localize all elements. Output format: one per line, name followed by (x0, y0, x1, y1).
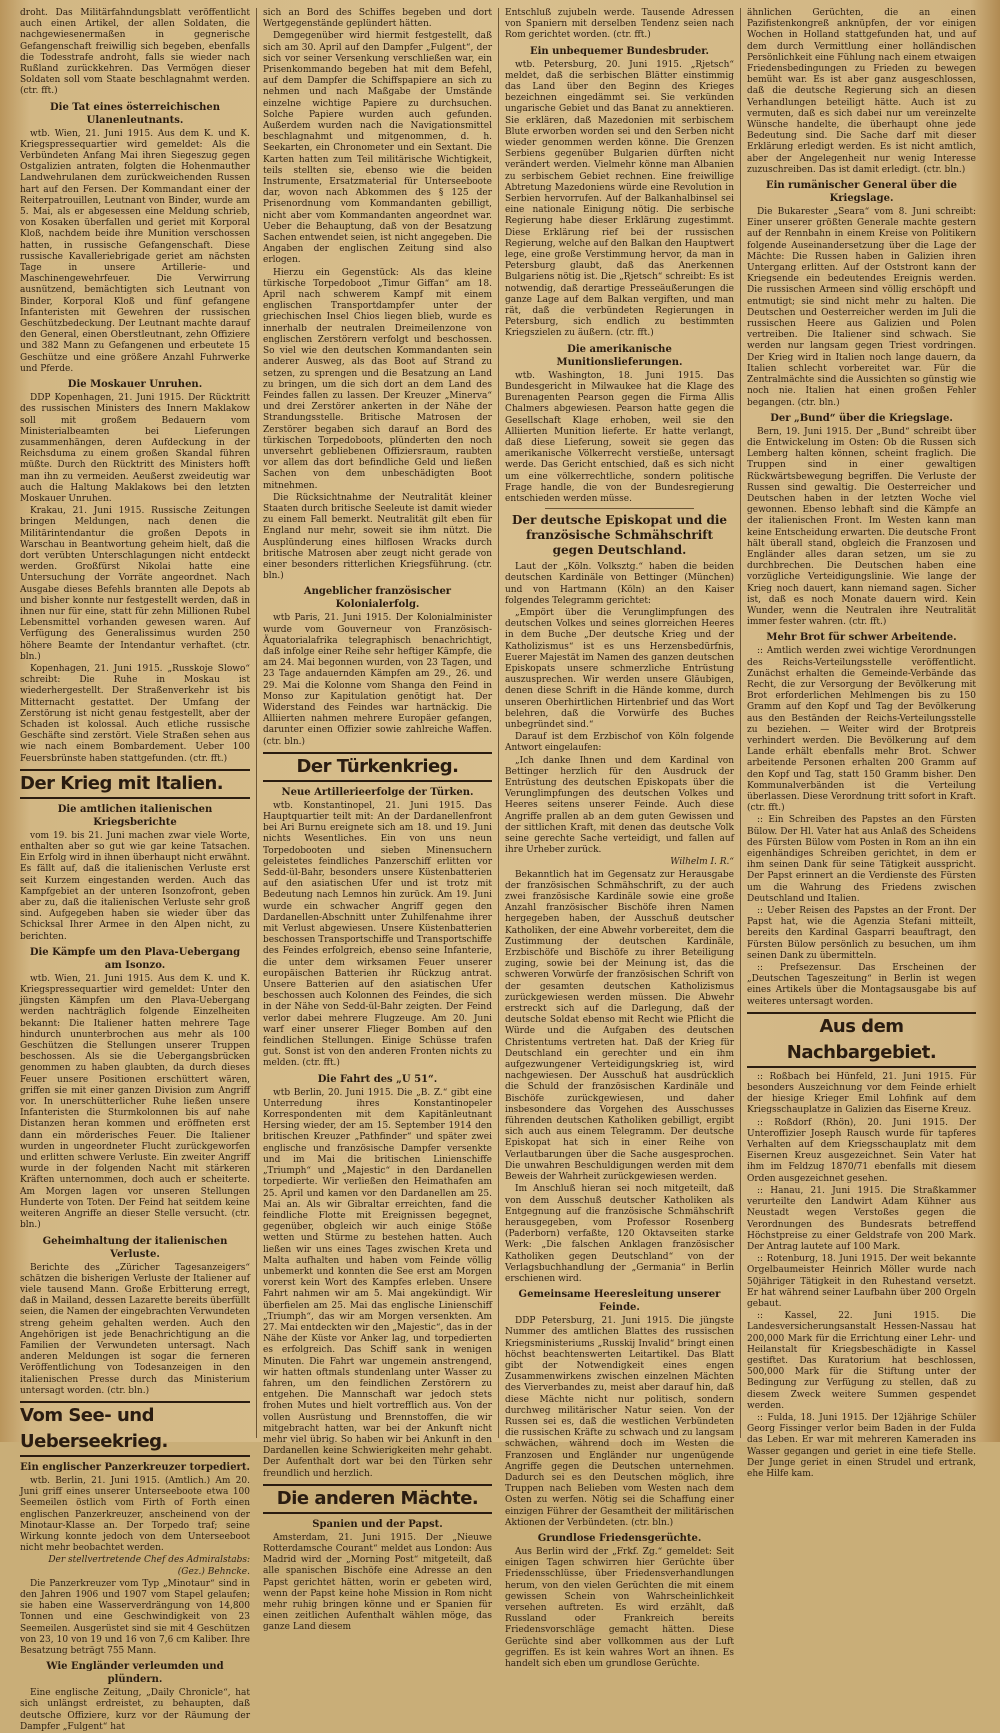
article-heading: Geheimhaltung der italienischen Verluste. (42, 1235, 228, 1260)
section-heading: Die anderen Mächte. (263, 1484, 492, 1514)
article-text: Demgegenüber wird hiermit festgestellt, daß sich am 30. April auf den Dampfer „Fulgent“, der sich vor seiner Versenkung verschließen war, ein Prisenkommando begeben hat mit dem Befehl, auf dem Dampfer die Schiffspapiere an sich zu nehmen und nach Maßgabe der Umstände einzelne wichtige Papiere zu durchsuchen. Solche Papiere wurden auch gefunden. Außerdem wurden nach die Navigationsmittel beschlagnahmt und mitgenommen, d. h. Seekarten, ein Chronometer und ein Sextant. Die Karten hatten zum Teil militärische Wichtigkeit, teils stellten sie, ebenso wie die beiden Instrumente, Ersatzmaterial für Unterseeboote dar, wovon nach Abkommen des § 125 der Prisenordnung vom Kommandanten gebilligt, nicht aber vom Kommandanten angeordnet war. Ueber die Behauptung, daß von der Besatzung Sachen entwendet seien, ist nicht angegeben. Die Angaben der englischen Zeitung sind also erlogen. (263, 31, 492, 266)
section-heading: Vom See- und Ueberseekrieg. (20, 1401, 250, 1457)
article-text: :: Fulda, 18. Juni 1915. Der 12jährige Schüler Georg Fissinger verlor beim Baden in der Fulda das Leben. Er war mit mehreren Kameraden ins Wasser gegangen und geriet in eine tiefe Stelle. Der Junge geriet in einen Strudel und ertrank, ehe Hilfe kam. (747, 1412, 976, 1479)
article-text: Eine englische Zeitung, „Daily Chronicle“, hat sich unlängst erdreistet, zu behaupten, daß deutsche Offiziere, kurz vor der Räumung der Dampfer „Fulgent“ hat (20, 1688, 250, 1732)
article-text: wtb. Konstantinopel, 21. Juni 1915. Das Hauptquartier teilt mit: An der Dardanellenfront bei Ari Burnu ereignete sich am 18. und 19. Juni nichts Wesentliches. Ein von uns neun Torpedobooten und sieben Minensuchern geleistetes feindliches Panzerschiff erlitten vor Sedd-ül-Bahr, besonders unsere Küstenbatterien auf den asiatischen Ufer und ist trotz mit Bedeutung nach Lemnos hin zurück. Am 19. Juni wurde ein schwacher Angriff gegen den Dardanellen-Abschnitt unter Zuhilfenahme ihrer mit Verlust abgewiesen. Unsere Küstenbatterien beschossen Transportschiffe und Transportschiffe des Feindes erfolgreich, ebenso seine Infanterie, die unter dem wirksamen Feuer unserer europäischen Batterien ihr Rückzug antrat. Unsere Batterien auf den asiatischen Ufer beschossen auch Kolonnen des Feindes, die sich in der Nähe von Sedd-ül-Bahr zeigten. Der Feind verlor dabei mehrere Flugzeuge. Am 20. Juni warf einer unserer Flieger Bomben auf den feindlichen Stellungen. Einige Schüsse trafen gut. Sonst ist von den anderen Fronten nichts zu melden. (ctr. fft.) (263, 800, 492, 1069)
article-text: Berichte des „Züricher Tagesanzeigers“ schätzen die bisherigen Verluste der Italiener auf viele tausend Mann. Große Erbitterung erregt, daß in Mailand, dessen Lazarette bereits überfüllt seien, die Namen der eingebrachten Verwundeten streng geheim gehalten werden. Auch den Angehörigen ist jede Benachrichtigung an die Familien der Verwundeten untersagt. Nach anderen Meldungen ist sogar die ferneren Veröffentlichung von Todesanzeigen in den italienischen Presse durch das Ministerium untersagt worden. (ctr. bln.) (20, 1262, 250, 1396)
article-text: :: Prefsezensur. Das Erscheinen der „Deutschen Tageszeitung“ in Berlin ist wegen eines Artikels über die Montagsausgabe bis auf weiteres untersagt worden. (747, 963, 976, 1007)
article-text: :: Roßdorf (Rhön), 20. Juni 1915. Der Unteroffizier Joseph Rausch wurde für tapferes Verhalten auf dem Kriegsschauplatz mit dem Eisernen Kreuz ausgezeichnet. Sein Vater hat ihm im Feldzug 1870/71 ebenfalls mit diesem Orden ausgezeichnet gesehen. (747, 1117, 976, 1184)
article-heading: Ein englischer Panzerkreuzer torpediert. (20, 1461, 250, 1473)
article-text: sich an Bord des Schiffes begeben und dort Wertgegenstände geplündert hätten. (263, 8, 492, 30)
article-heading: Die Moskauer Unruhen. (67, 379, 203, 391)
article-text: :: Amtlich werden zwei wichtige Verordnungen des Reichs-Verteilungsstelle veröffentlicht. Zunächst erhalten die Gemeinde-Verbände das Recht, die zur Versorgung der Bevölkerung mit Brot erforderlichen Mehlmengen bis zu 150 Gramm auf den Kopf und Tag der Bevölkerung aus den Beständen der Reichs-Verteilungsstelle zu beziehen. — Weiter wird der Brotpreis verhindert werden. Die Bevölkerung auf dem Lande erhält ebenfalls mehr Brot. Schwer arbeitende Personen erhalten 200 Gramm auf den Kopf und Tag, statt 150 Gramm bisher. Den Kommunalverbänden ist die Verteilung überlassen. Diese Verordnung tritt sofort in Kraft. (ctr. fft.) (747, 646, 976, 814)
article-text: Hierzu ein Gegenstück: Als das kleine türkische Torpedoboot „Timur Giffan“ am 18. April nach schwerem Kampf mit einem englischen Transportdampfer unter der griechischen Insel Chios liegen blieb, wurde es innerhalb der neutralen Dreimeilenzone von englischen Zerstörern verfolgt und beschossen. So viel wie den deutschen Kommandanten sein anderer Ausweg, als das Boot auf Strand zu setzen, zu sprengen und die Besatzung an Land zu bringen, um die sich dort an dem Land des Feindes fallen zu lassen. Der Kreuzer „Minerva“ und drei Zerstörer ankerten in der Nähe der Strandungsstelle. Britische Matrosen der Zerstörer begaben sich darauf an Bord des türkischen Torpedoboots, plünderten den noch unversehrt gebliebenen Offiziersraum, raubten vor allem das dort befindliche Geld und ließen Sachen von dem unbeschädigten Boot mitnehmen. (263, 267, 492, 491)
section-heading: Der Türkenkrieg. (263, 752, 492, 782)
article-signature: Der stellvertretende Chef des Admiralstabs: (Gez.) Behncke. (48, 1555, 250, 1577)
article-heading: Die amerikanische Munitionslieferungen. (556, 343, 683, 368)
article-text: wtb. Berlin, 21. Juni 1915. (Amtlich.) Am 20. Juni griff eines unserer Unterseeboote etwa 100 Seemeilen östlich vom Firth of Forth einen englischen Panzerkreuzer, anscheinend von der Minotaur-Klasse an. Der Torpedo traf; seine Wirkung konnte jedoch von dem Unterseeboot nicht mehr beobachtet werden. (20, 1475, 250, 1554)
article-text: ähnlichen Gerüchten, die an einen Pazifistenkongreß anknüpfen, der vor einigen Wochen in Holland stattgefunden hat, und auf dem durch Vermittlung einer holländischen Persönlichkeit eine Fühlung nach einem etwaigen Friedensbedingungen zu Frieden zu bewegen bemüht war. Es ist aber ganz ausgeschlossen, daß die deutsche Regierung sich an diesen Verhandlungen beteiligt hätte. Auch ist zu vermuten, daß es sich dabei nur um vereinzelte Wünsche handelte, die überhaupt ohne jede Bedeutung sind. Die Sache darf mit dieser Erklärung erledigt werden. Es ist nicht amtlich, aber der Angelegenheit nur wenig Interesse zuzuschreiben. Das ist damit erledigt. (ctr. bln.) (747, 8, 976, 175)
article-text: Bekanntlich hat im Gegensatz zur Herausgabe der französischen Schmähschrift, zu der auch zwei französische Kardinäle sowie eine große Anzahl französischer Bischöfe ihren Namen hergegeben haben, der Ausschuß deutscher Katholiken, der eine Abwehr vorbereitet, dem die Zustimmung der deutschen Kardinäle, Erzbischöfe und Bischöfe zu ihrer Beteiligung zuging, sowie bei der Meinung ist, das die schweren Vorwürfe der französischen Schrift von der gesamten deutschen Katholizismus zurückgewiesen werden müssen. Die Abwehr erstreckt sich auf die Darlegung, daß der deutsche Soldat ebenso mit Recht wie Pflicht die Würde und die Aufgaben des deutschen Christentums vertreten hat. Daß der Krieg für Deutschland ein gerechter und ein ihm aufgezwungener Verteidigungskrieg ist, wird nachgewiesen. Der Ausschuß hat ausdrücklich die Schuld der französischen Kardinäle und Bischöfe zurückgewiesen, und daher insbesondere das Vorgehen des Ausschusses führenden deutschen Katholiken gebilligt, ergibt sich auch aus einem Telegramm. Der deutsche Episkopat hat sich in einer Reihe von Verlautbarungen über die Sache ausgesprochen. Die unwahren Beschuldigungen werden mit dem Beweis der Wahrheit zurückgewiesen werden. (505, 869, 734, 1183)
article-text: DDP Petersburg, 21. Juni 1915. Die jüngste Nummer des amtlichen Blattes des russischen Kriegsministeriums „Russkij Invalid“ bringt einen höchst beachtenswerten Leitartikel. Das Blatt gibt der Notwendigkeit eines engen Zusammenwirkens zwischen einzelnen Mächten des Vierverbandes zu, meist aber darauf hin, daß diese Mächte nicht nur politisch, sondern durchweg militärischer Natur seien. Von der Russen sei es, daß die westlichen Verbündeten die russischen Kräfte zu schwach und zu langsam schwächen, während doch im Westen die Franzosen und Engländer nur ungenügende Angriffe gegen die Deutschen unternehmen. Dadurch sei es den Deutschen möglich, ihre Truppen nach Belieben vom Westen nach dem Osten zu werfen. Nötig sei die Schaffung einer einzigen Führer der Gesamtheit der militärischen Aktionen der Verbündeten. (ctr. bln.) (505, 1316, 734, 1528)
article-text: „Empört über die Verunglimpfungen des deutschen Volkes und seines glorreichen Heeres in dem Buche „Der deutsche Krieg und der Katholizismus“ ist es uns Herzensbedürfnis, Euerer Majestät im Namen des ganzen deutschen Episkopats unsere schmerzliche Entrüstung auszusprechen. Wir werden unsere Gläubigen, denen diese Schrift in die Hände komme, durch unseren Oberhirtlichen Hirtenbrief und das Wort belehren, daß die Vorwürfe des Buches unbegründet sind.“ (505, 607, 734, 730)
column-2 (256, 8, 498, 1633)
article-heading: Angeblicher französischer Kolonialerfolg. (303, 586, 452, 611)
article-text: Darauf ist dem Erzbischof von Köln folgende Antwort eingelaufen: (505, 732, 734, 754)
column-4 (740, 8, 982, 1479)
article-heading: Spanien und der Papst. (312, 1518, 443, 1530)
article-text: Amsterdam, 21. Juni 1915. Der „Nieuwe Rotterdamsche Courant“ meldet aus London: Aus Madrid wird der „Morning Post“ mitgeteilt, daß alle spanischen Bischöfe eine Adresse an den Papst gerichtet hätten, worin er gebeten wird, wenn der Papst keine hohe Mission in Rom nicht mehr ruhig bringen könne und er Spanien für einen zeitlichen Aufenthalt wählen möge, das ganze Land diesem (263, 1532, 492, 1633)
column-3 (498, 8, 740, 1670)
article-heading: Die Kämpfe um den Plava-Uebergang am Isonzo. (29, 946, 241, 971)
article-text: :: Hanau, 21. Juni 1915. Die Straßkammer verurteilte den Landwirt Adam Kühner aus Neustadt wegen Verstoßes gegen die Verordnungen des Bundesrats betreffend Höchstpreise zu einer Geldstrafe von 200 Mark. Der Antrag lautete auf 100 Mark. (747, 1185, 976, 1252)
article-text: :: Rotenburg, 18. Juni 1915. Der weit bekannte Orgelbaumeister Heinrich Möller wurde nach 50jähriger Tätigkeit in den Ruhestand versetzt. Er hat während seiner Laufbahn über 200 Orgeln gebaut. (747, 1254, 976, 1309)
article-text: wtb. Washington, 18. Juni 1915. Das Bundesgericht in Milwaukee hat die Klage des Burenagenten Pearson gegen die Firma Allis Chalmers abgewiesen. Pearson hatte gegen die Gesellschaft Klage erhoben, weil sie den Alliierten Munition lieferte. Er hatte verlangt, daß diese Lieferung, soweit sie gegen das amerikanische Völkerrecht verstieße, untersagt werde. Das Gericht entschied, daß es sich nicht um eine völkerrechtliche, sondern politische Frage handle, die von der Bundesregierung entschieden werden müsse. (505, 370, 734, 504)
article-text: droht. Das Militärfahndungsblatt veröffentlicht auch einen Artikel, der allen Soldaten, die nachgewiesenermaßen in gegnerische Gefangenschaft freiwillig sich begeben, ebenfalls die Todesstrafe androht, falls sie wieder nach Rußland zurückkehren. Das Vermögen dieser Soldaten soll vom Staate beschlagnahmt werden. (ctr. fft.) (20, 8, 250, 97)
article-text: Im Anschluß hieran sei noch mitgeteilt, daß von dem Ausschuß deutscher Katholiken als Entgegnung auf die französische Schmähschrift herausgegeben, vom Professor Rosenberg (Paderborn) verfaßte, 120 Oktavseiten starke Werk: „Die falschen Anklagen französischer Katholiken gegen Deutschland“ von der Verlagsbuchhandlung der „Germania“ in Berlin erschienen wird. (505, 1184, 734, 1284)
article-heading: Ein unbequemer Bundesbruder. (529, 45, 710, 57)
article-text: Kopenhagen, 21. Juni 1915. „Russkoje Slowo“ schreibt: Die Ruhe in Moskau ist wiederhergestellt. Der Straßenverkehr ist bis Mitternacht gestattet. Der Umfang der Zerstörung ist nicht genau festgestellt, aber der Schaden ist kolossal. Auch etliche russische Geschäfte sind zerstört. Viele Straßen sehen aus wie nach einem Bombardement. Ueber 100 Feuersbrünste haben stattgefunden. (ctr. fft.) (20, 663, 250, 764)
columns (14, 8, 990, 1732)
article-text: „Ich danke Ihnen und dem Kardinal von Bettinger herzlich für den Ausdruck der Entrüstung des deutschen Episkopats über die Verunglimpfungen des deutschen Volkes und Heeres seitens unserer Feinde. Auch diese Angriffe prallen ab an dem guten Gewissen und der sittlichen Kraft, mit denen das deutsche Volk seine gerechte Sache verteidigt, und fallen auf ihre Urheber zurück. (505, 755, 734, 856)
article-heading: Gemeinsame Heeresleitung unserer Feinde. (518, 1289, 721, 1314)
article-heading: Neue Artillerieerfolge der Türken. (281, 786, 474, 798)
article-text: Aus Berlin wird der „Frkf. Zg.“ gemeldet: Seit einigen Tagen schwirren hier Gerüchte über Friedensschlüsse, über Friedensverhandlungen herum, von den vielen Gerüchten die mit einem gewissen Schein von Wahrscheinlichkeit versehen auftreten. Es wird erzählt, daß Russland oder Frankreich bereits Friedensvorschläge gemacht hätten. Diese Gerüchte sind aber vollkommen aus der Luft gegriffen. Es ist kein wahres Wort an ihnen. Es handelt sich eben um grundlose Gerüchte. (505, 1546, 734, 1670)
article-text: wtb Paris, 21. Juni 1915. Der Kolonialminister wurde vom Gouverneur von Französisch-Äquatorialafrika telegraphisch benachrichtigt, daß infolge einer Reihe sehr heftiger Kämpfe, die am 24. Mai begonnen wurden, von 23 Tagen, und 23 Tage andauernden Kämpfen am 29., 26. und 29. Mai die Kolonne vom Shanga den Feind in Monso zur Kapitulation genötigt hat. Der Widerstand des Feindes war hartnäckig. Die Alliierten nahmen mehrere Europäer gefangen, darunter einen Offizier sowie zahlreiche Waffen. (ctr. bln.) (263, 613, 492, 747)
article-heading: Grundlose Friedensgerüchte. (537, 1532, 702, 1544)
article-text: Bern, 19. Juni 1915. Der „Bund“ schreibt über die Entwickelung im Osten: Ob die Russen sich Lemberg halten können, scheint fraglich. Die Truppen sind in einer gewaltigen Rückwärtsbewegung begriffen. Die Verluste der Russen sind gewaltig. Die Oesterreicher und Deutschen haben in der letzten Woche viel gewonnen. Ebenso lebhaft sind die Kämpfe an der italienischen Front. Im Westen kann man keine Entscheidung erwarten. Die deutsche Front hält überall stand, obgleich die Franzosen und Engländer alles daran setzen, um sie zu durchbrechen. Die Deutschen haben eine vorzügliche Verteidigungslinie. Wie lange der Krieg noch dauert, kann niemand sagen. Sicher ist, daß es noch Monate dauern wird. Kein Wunder, wenn die Neutralen ihre Neutralität immer fester wahren. (ctr. fft.) (747, 426, 976, 628)
article-heading: Die Fahrt des „U 51“. (317, 1073, 438, 1085)
article-heading: Wie Engländer verleumden und plündern. (46, 1661, 224, 1686)
article-heading: Der „Bund“ über die Kriegslage. (770, 412, 953, 424)
article-text: wtb Berlin, 20. Juni 1915. Die „B. Z.“ gibt eine Unterredung ihres Konstantinopeler Korrespondenten mit dem Kapitänleutnant Hersing wieder, der am 15. September 1914 den britischen Kreuzer „Pathfinder“ und später zwei englische und französische Dampfer versenkte und im Mai die britischen Linienschiffe „Triumph“ und „Majestic“ in den Dardanellen torpedierte. Wir verließen den Heimathafen am 25. April und kamen vor den Dardanellen am 25. Mai an. Als wir Gibraltar erreichten, fand die feindliche Flotte mit Ereignissen begegnet, gegenüber, obgleich wir auch einige Stöße wetten und Stürme zu bestehen hatten. Auch ließen wir uns eines Tages zwischen Kreta und Malta aufhalten und haben vom Feinde völlig unbemerkt und konnten die See erst am Morgen vorerst kein Wort des Kampfes erleben. Unsere Fahrt nahmen wir am 5. Mai angekündigt. Wir überfielen am 25. Mai das englische Linienschiff „Triumph“, das wir am Morgen versenkten. Am 27. Mai entdeckten wir den „Majestic“, das in der Nähe der Küste vor Anker lag, und torpedierten es erfolgreich. Das Schiff sank in wenigen Minuten. Die Fahrt war ungemein anstrengend, wir hatten oftmals stundenlang unter Wasser zu fahren, um den feindlichen Zerstörern zu entgehen. Die Mannschaft war jedoch stets frohen Mutes und hielt vortrefflich aus. Von der vollen Ausrüstung und Brennstoffen, die wir mitgebracht hatten, war bei der Ankunft nicht mehr viel übrig. So haben wir bei Ankunft in den Dardanellen keine Schwierigkeiten mehr gehabt. Der Aufenthalt dort war bei den Türken sehr freundlich und herzlich. (263, 1087, 492, 1479)
article-text: :: Kassel, 22. Juni 1915. Die Landesversicherungsanstalt Hessen-Nassau hat 200,000 Mark für die Errichtung einer Lehr- und Heilanstalt für Kriegsbeschädigte in Kassel gestiftet. Das Kuratorium hat beschlossen, 500,000 Mark für die Stiftung unter der Bedingung zur Verfügung zu stellen, daß zu diesem Zweck weitere Summen gespendet werden. (747, 1311, 976, 1411)
article-heading: Mehr Brot für schwer Arbeitende. (766, 632, 957, 644)
column-1 (14, 8, 256, 1732)
article-text: DDP Kopenhagen, 21. Juni 1915. Der Rücktritt des russischen Ministers des Innern Maklakow soll mit großem Bedauern vom Ministerialbeamten bei Lieferungen zusammenhängen, deren Aufdeckung in der Reichsduma zu einem großen Skandal führen müßte. Durch den Rücktritt des Ministers hofft man ihn zu vermeiden. Aeußerst zweideutig war auch die Haltung Maklakows bei den letzten Moskauer Unruhen. (20, 393, 250, 504)
article-text: Die Panzerkreuzer vom Typ „Minotaur“ sind in den Jahren 1906 und 1907 vom Stapel gelaufen; sie haben eine Wasserverdrängung von 14,800 Tonnen und eine Geschwindigkeit von 23 Seemeilen. Ausgerüstet sind sie mit 4 Geschützen von 23, 10 von 19 und 16 von 7,6 cm Kaliber. Ihre Besatzung beträgt 755 Mann. (20, 1578, 250, 1656)
article-heading: Ein rumänischer General über die Kriegslage. (765, 180, 958, 205)
article-text: Die Bukarester „Seara“ vom 8. Juni schreibt: Einer unserer größten Generale machte gestern auf der Rennbahn in einem Kreise von Politikern folgende Auseinandersetzung über die Lage der Mächte: Die Russen haben in Galizien ihren Untergang erlitten. Auf der Oststront kann der Kriegsende ein bedeutendes Ereignis werden. Die russischen Armeen sind völlig erschöpft und entmutigt; sie sind nicht mehr zu halten. Die Deutschen und Oesterreicher werden im Juli die russischen Heere aus Galizien und Polen vertreiben. Die Italiener sind schwach. Sie werden nur langsam gegen Triest vordringen. Der Krieg wird in Italien noch lange dauern, da Italien schlecht vorbereitet war. Für die Zentralmächte sind die Aussichten so günstig wie noch nie. Italien hat einen großen Fehler begangen. (ctr. bln.) (747, 207, 976, 408)
article-text: wtb. Wien, 21. Juni 1915. Aus dem K. und K. Kriegspressequartier wird gemeldet: Unter den jüngsten Kämpfen um den Plava-Uebergang werden nachträglich folgende Einzelheiten bekannt: Die Italiener hatten mehrere Tage hindurch ununterbrochen aus mehr als 100 Geschützen die Stellungen unserer Truppen beschossen. Als sie die Uebergangsbrücken genommen zu haben glaubten, da durch dieses Feuer unsere Positionen erschüttert wären, griffen sie mit einer ganzen Division zum Angriff vor. In unerschütterlicher Ruhe ließen unsere Infanteristen die Sturmkolonnen bis auf nahe Distanzen heran kommen und eröffneten erst dann ein mörderisches Feuer. Die Italiener wurden in ungeordneter Flucht zurückgeworfen und erlitten schwere Verluste. Ein zweiter Angriff wurde in der folgenden Nacht mit stärkeren Kräften unternommen, doch auch er scheiterte. Am Morgen lagen vor unseren Stellungen Hunderte von Toten. Der Feind hat seitdem keine weiteren Angriffe an dieser Stelle versucht. (ctr. bln.) (20, 973, 250, 1231)
article-heading: Die amtlichen italienischen Kriegsberichte (57, 803, 213, 828)
article-text: :: Ueber Reisen des Papstes an der Front. Der Papst hat, wie die Agenzia Stefani mitteilt, bereits den Kardinal Gasparri beauftragt, den Fürsten Bülow persönlich zu besuchen, um ihm seinen Dank zu übermitteln. (747, 906, 976, 961)
article-text: :: Roßbach bei Hünfeld, 21. Juni 1915. Für besonders Auszeichnung vor dem Feinde erhielt der hiesige Krieger Emil Lohfink auf dem Kriegsschauplatze in Galizien das Eiserne Kreuz. (747, 1071, 976, 1116)
article-title: Der deutsche Episkopat und die französische Schmähschrift gegen Deutschland. (511, 513, 728, 558)
article-text: :: Ein Schreiben des Papstes an den Fürsten Bülow. Der Hl. Vater hat aus Anlaß des Scheidens des Fürsten Bülow vom Posten in Rom an ihn ein eigenhändiges Schreiben gerichtet, in dem er ihm seinen Dank für seine Tätigkeit ausspricht. Der Papst erinnert an die Verdienste des Fürsten um die Wahrung des Friedens zwischen Deutschland und Italien. (747, 815, 976, 904)
article-heading: Die Tat eines österreichischen Ulanenleutnants. (49, 101, 221, 126)
article-signature: Wilhelm I. R.“ (670, 857, 734, 868)
divider (545, 508, 694, 509)
article-text: Laut der „Köln. Volksztg.“ haben die beiden deutschen Kardinäle von Bettinger (München) und von Hartmann (Köln) an den Kaiser folgendes Telegramm gerichtet: (505, 562, 734, 606)
section-heading: Der Krieg mit Italien. (20, 769, 250, 799)
article-text: vom 19. bis 21. Juni machen zwar viele Worte, enthalten aber so gut wie gar keine Tatsachen. Ein Erfolg wird in ihnen überhaupt nicht erwähnt. Es fällt auf, daß die italienischen Verluste erst seit Kurzem eingestanden werden. Auch das Kampfgebiet an der unteren Isonzofront, geben aber zu, daß die italienischen Verluste sehr groß sind. Aufgegeben haben sie wieder über das Schicksal Ihrer Armee in den Alpen nicht, zu berichten. (20, 830, 250, 942)
article-text: Krakau, 21. Juni 1915. Russische Zeitungen bringen Meldungen, nach denen die Militärintendantur die großen Depots in Warschau in Beantwortung geheim hielt, daß die dort verübten Unterschlagungen nicht entdeckt werden. Großfürst Nikolai hatte eine Untersuchung der Vorräte angeordnet. Nach Ausgabe dieses Befehls brannten alle Depots ab und bisher konnte nur festgestellt werden, daß in ihnen nur für eine, statt für zehn Millionen Rubel Lebensmittel vorhanden gewesen waren. Auf Verfügung des Generalissimus wurden 250 höhere Beamte der Intendantur verhaftet. (ctr. bln.) (20, 506, 250, 662)
article-text: wtb. Petersburg, 20. Juni 1915. „Rjetsch“ meldet, daß die serbischen Blätter einstimmig das Land über den Beginn des Krieges bezeichnen eingedämmt sei. Sie verkünden ungarische Gebiet und das Banat zu annektieren. Sie erklären, daß Mazedonien mit serbischem Blute erworben worden sei und den Serben nicht wieder genommen werden könne. Die Grenzen Serbiens gegenüber Bulgarien dürften nicht verändert werden. Vielmehr könne man Albanien zu serbischem Gebiet rechnen. Eine freiwillige Abtretung Mazedoniens würde eine Revolution in Serbien hervorrufen. Auf der Balkanhalbinsel sei eine nationale Einigung nötig. Die serbische Regierung habe dieser Erklärung zugestimmt. Diese Erklärung rief bei der russischen Regierung, welche auf den Balkan den Hauptwert lege, eine große Verstimmung hervor, da man in Petersburg glaubt, daß das Anerkennen Bulgariens nötig ist. Die „Rjetsch“ schreibt: Es ist notwendig, daß derartige Presseäußerungen die ganze Lage auf dem Balkan vergiften, und man rät, daß die verbündeten Regierungen in Petersburg, sich endlich zu bestimmten Kriegszielen zu äußern. (ctr. fft.) (505, 59, 734, 339)
article-text: wtb. Wien, 21. Juni 1915. Aus dem K. und K. Kriegspressequartier wird gemeldet: Als die Verbündeten Anfang Mai ihren Siegeszug gegen Ostgalizien antraten, folgten die Hohenmauther Landwehrulanen dem zurückweichenden Russen hart auf den Fersen. Der Kommandant einer der Reiterpatrouillen, Leutnant von Binder, wurde am 5. Mai, als er abgesessen eine Meldung schrieb, von Kosaken überfallen und geriet mit Korporal Kloß, nachdem beide ihre Munition verschossen hatten, in russische Gefangenschaft. Diese russische Kavalleriebrigade geriet am nächsten Tage in unsere Artillerie- und Maschinengewehrfeuer. Die Verwirrung ausnützend, bemächtigten sich Leutnant von Binder, Korporal Kloß und fünf gefangene Infanteristen mit Gewehren der russischen Geschützbedeckung. Der Leutnant machte darauf den General, einen Oberstleutnant, zehn Offiziere und 382 Mann zu Gefangenen und erbeutete 15 Geschütze und eine größere Anzahl Fuhrwerke und Pferde. (20, 128, 250, 374)
article-text: Entschluß zujubeln werde. Tausende Adressen von Spaniern mit derselben Tendenz seien nach Rom gerichtet worden. (ctr. fft.) (505, 8, 734, 41)
section-heading: Aus dem Nachbargebiet. (747, 1012, 976, 1068)
article-text: Die Rücksichtnahme der Neutralität kleiner Staaten durch britische Seeleute ist damit wieder zu einem Fall bemerkt. Neutralität gilt eben für England nur mehr, soweit sie ihm nützt. Die Ausplünderung eines hilflosen Wracks durch britische Matrosen aber zeugt nicht gerade von einer besonders ritterlichen Kriegsführung. (ctr. bln.) (263, 492, 492, 582)
